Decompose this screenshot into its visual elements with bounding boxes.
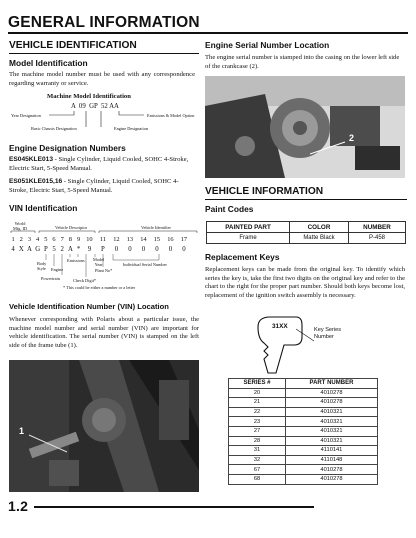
vin-character: X	[18, 246, 24, 253]
part-number-cell: 4010321	[286, 436, 378, 446]
vin-character: 2	[60, 246, 64, 253]
part-number-cell: 4010278	[286, 398, 378, 408]
model-diagram-title: Machine Model Identification	[47, 93, 131, 100]
series-cell: 31	[229, 446, 286, 456]
vin-position: 6	[52, 236, 56, 243]
vin-character: 0	[114, 246, 119, 253]
engine-designation-1	[9, 156, 195, 173]
series-cell: 20	[229, 388, 286, 398]
replacement-keys-heading: Replacement Keys	[205, 252, 280, 262]
series-cell: 68	[229, 474, 286, 484]
paint-header-color: COLOR	[290, 222, 349, 233]
series-cell: 23	[229, 417, 286, 427]
vin-character: 0	[128, 246, 132, 253]
engine-serial-text: The engine serial number is stamped into the casing on the lower left side of the crankcase (2).	[205, 54, 400, 70]
vin-character: 0	[182, 246, 186, 253]
vin-model-year-label: Model Year	[93, 257, 105, 267]
series-header-part: PART NUMBER	[286, 379, 378, 389]
vin-position: 8	[68, 236, 72, 243]
vin-engine-label: Engine	[51, 267, 64, 272]
vin-powertrain-label: Powertrain	[41, 276, 60, 281]
part-number-cell: 4010278	[286, 465, 378, 475]
table-row	[207, 233, 406, 244]
key-icon	[250, 315, 360, 375]
series-cell: 22	[229, 407, 286, 417]
model-identification-text: The machine model number must be used with any correspondence regarding warranty or service.	[9, 71, 195, 87]
vin-emissions-label: Emissions	[67, 258, 85, 263]
vin-character: 5	[52, 246, 56, 253]
model-code: A 09 GP 52 AA	[71, 103, 119, 110]
engine-code-1: ES045KLE013	[9, 156, 53, 163]
vin-character: A	[67, 246, 73, 253]
vin-character: 0	[155, 246, 159, 253]
engine-photo	[205, 76, 405, 178]
frame-tube-illustration	[9, 360, 199, 492]
table-row	[229, 436, 378, 446]
vin-character: 0	[141, 246, 146, 253]
paint-cell-part: Frame	[207, 233, 290, 244]
engine-designation-heading: Engine Designation Numbers	[9, 143, 126, 153]
vin-plant-no-label: Plant No*	[95, 268, 113, 273]
part-number-cell: 4010321	[286, 417, 378, 427]
photo-callout-2: 2	[349, 133, 355, 143]
key-series-table	[228, 378, 378, 485]
engine-illustration	[205, 76, 405, 178]
vin-position: 1	[11, 236, 15, 243]
vin-position: 16	[167, 236, 174, 243]
table-row	[229, 446, 378, 456]
paint-codes-table	[206, 221, 406, 244]
vin-character: P	[101, 246, 105, 253]
vin-position: 13	[126, 236, 134, 243]
engine-code-2: ES051KLE015,16	[9, 178, 63, 185]
table-row	[229, 398, 378, 408]
paint-header-number: NUMBER	[349, 222, 406, 233]
table-row	[229, 417, 378, 427]
table-row	[229, 426, 378, 436]
part-number-cell: 4010321	[286, 426, 378, 436]
vin-location-text: Whenever corresponding with Polaris about a particular issue, the machine model number and serial number (VIN) are important for vehicle identification. The serial number (VIN) is stamped on the left side of the frame tube (1).	[9, 316, 199, 349]
part-number-cell: 4010278	[286, 474, 378, 484]
label-engine-designation: Engine Designation	[114, 126, 149, 131]
vin-position: 14	[140, 236, 147, 243]
vin-position: 12	[113, 236, 120, 243]
vehicle-information-heading: VEHICLE INFORMATION	[205, 186, 324, 197]
vin-descriptor-label: Vehicle Descriptor	[55, 225, 88, 230]
vin-position: 9	[76, 236, 81, 243]
vin-character: *	[76, 246, 81, 253]
engine-designation-2	[9, 178, 195, 195]
vin-character: 9	[87, 246, 92, 253]
vin-identification-heading: VIN Identification	[9, 203, 78, 213]
vin-character: 4	[11, 246, 15, 253]
vin-character: 0	[168, 246, 173, 253]
vin-body-style-label: Body Style	[37, 261, 47, 271]
vehicle-identification-heading: VEHICLE IDENTIFICATION	[9, 40, 137, 51]
vin-footnote: * This could be either a number or a letter	[63, 285, 136, 290]
table-row	[229, 407, 378, 417]
part-number-cell: 4110141	[286, 446, 378, 456]
series-cell: 28	[229, 436, 286, 446]
footer-rule	[34, 506, 314, 508]
key-figure	[250, 315, 360, 375]
series-table-body	[229, 388, 378, 484]
vin-position: 17	[180, 236, 188, 243]
table-row	[229, 388, 378, 398]
vin-leader-lines	[9, 217, 199, 289]
engine-desc-2: - Single Cylinder, Liquid Cooled, SOHC 4-Stroke, Electric Start, 5-Speed Manual.	[9, 178, 179, 194]
part-number-cell: 4010321	[286, 407, 378, 417]
paint-cell-color: Matte Black	[290, 233, 349, 244]
model-identification-heading: Model Identification	[9, 58, 88, 68]
vin-location-heading: Vehicle Identification Number (VIN) Location	[9, 302, 169, 311]
page-number: 1.2	[8, 498, 29, 514]
label-basic-chassis: Basic Chassis Designation	[31, 126, 77, 131]
vin-character: P	[43, 246, 48, 253]
series-cell: 32	[229, 455, 286, 465]
section-rule	[9, 53, 199, 54]
vin-character: A	[27, 246, 32, 253]
engine-desc-1: - Single Cylinder, Liquid Cooled, SOHC 4-Stroke, Electric Start, 5-Speed Manual.	[9, 156, 189, 172]
vin-position: 3	[27, 236, 32, 243]
page-title: GENERAL INFORMATION	[8, 14, 200, 31]
part-number-cell: 4010278	[286, 388, 378, 398]
vin-character: G	[35, 246, 41, 253]
photo-callout-1: 1	[19, 426, 25, 436]
key-stamp: 31XX	[272, 323, 288, 330]
table-row	[229, 474, 378, 484]
vin-position: 4	[36, 236, 40, 243]
table-row	[229, 465, 378, 475]
series-cell: 27	[229, 426, 286, 436]
vin-position: 7	[60, 236, 64, 243]
vin-position: 10	[86, 236, 93, 243]
section-rule-right	[205, 199, 407, 200]
paint-header-part: PAINTED PART	[207, 222, 290, 233]
series-header-series: SERIES #	[229, 379, 286, 389]
label-emissions-model: Emissions & Model Option	[147, 113, 195, 118]
vin-position: 2	[19, 236, 23, 243]
series-cell: 67	[229, 465, 286, 475]
table-row	[229, 455, 378, 465]
vin-position: 15	[153, 236, 161, 243]
header-rule	[8, 32, 408, 34]
vin-check-digit-label: Check Digit*	[73, 278, 97, 283]
engine-serial-heading: Engine Serial Number Location	[205, 40, 330, 50]
paint-cell-number: P-458	[349, 233, 406, 244]
vin-position: 11	[99, 236, 107, 243]
model-diagram	[9, 93, 199, 135]
part-number-cell: 4110148	[286, 455, 378, 465]
label-year-designation: Year Designation	[11, 113, 41, 118]
vin-identifier-label: Vehicle Identifier	[141, 225, 171, 230]
vin-individual-serial-label: Individual Serial Number	[123, 262, 167, 267]
vin-position: 5	[44, 236, 48, 243]
frame-tube-photo	[9, 360, 199, 492]
replacement-keys-text: Replacement keys can be made from the original key. To identify which series the key is, take the first two digits on the original key and refer to the chart to the right for the proper part number. Should both keys become lost, replacement of the ignition switch assembly is necessary.	[205, 266, 405, 299]
series-cell: 21	[229, 398, 286, 408]
key-series-label: Key Series Number	[314, 327, 342, 340]
vin-diagram	[9, 217, 199, 289]
vin-world-mfg-label: World Mfg. ID	[13, 221, 28, 231]
paint-codes-heading: Paint Codes	[205, 204, 254, 214]
